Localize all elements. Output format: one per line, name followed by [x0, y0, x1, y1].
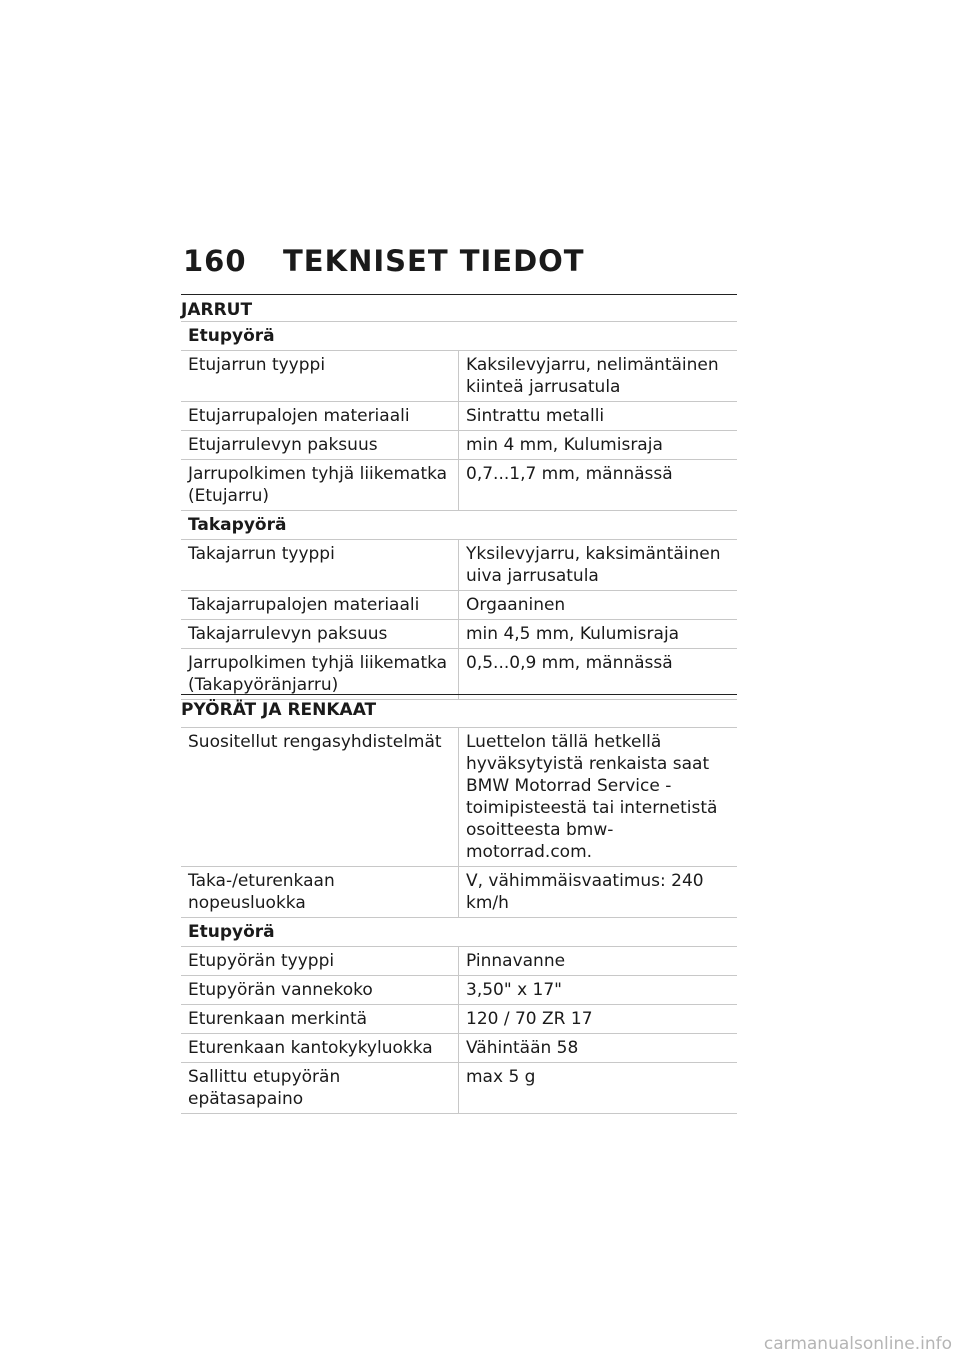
section-brakes [181, 294, 737, 700]
page-number: 160 [183, 244, 247, 278]
spec-value: Kaksilevyjarru, nelimäntäinen kiinteä jarrusatula [459, 351, 738, 402]
spec-value: 3,50" x 17" [459, 976, 738, 1005]
table-row [181, 867, 737, 918]
spec-label: Etujarrun tyyppi [181, 351, 459, 402]
table-row [181, 351, 737, 402]
spec-value: Luettelon tällä hetkellä hyväksytyistä renkaista saat BMW Motorrad Service -toimipisteestä tai internetistä osoitteesta bmw-motorrad.com. [459, 728, 738, 867]
spec-value: min 4 mm, Kulumisraja [459, 431, 738, 460]
spec-label: Etujarrupalojen materiaali [181, 402, 459, 431]
section-title: JARRUT [181, 294, 737, 322]
table-row [181, 947, 737, 976]
spec-value: Orgaaninen [459, 591, 738, 620]
spec-label: Takajarrun tyyppi [181, 540, 459, 591]
spec-label: Etupyörän vannekoko [181, 976, 459, 1005]
spec-label: Eturenkaan merkintä [181, 1005, 459, 1034]
spec-label: Suositellut rengasyhdistelmät [181, 728, 459, 867]
table-row [181, 460, 737, 511]
subheading: Takapyörä [181, 511, 737, 540]
watermark: carmanualsonline.info [763, 1334, 952, 1354]
subheading: Etupyörä [181, 918, 737, 947]
spec-label: Taka-/eturenkaan nopeusluokka [181, 867, 459, 918]
table-row [181, 591, 737, 620]
table-row [181, 1063, 737, 1114]
spec-label: Sallittu etupyörän epätasapaino [181, 1063, 459, 1114]
table-row [181, 728, 737, 867]
spec-value: Sintrattu metalli [459, 402, 738, 431]
spec-value: 0,5...0,9 mm, männässä [459, 649, 738, 700]
table-row [181, 402, 737, 431]
spec-label: Etupyörän tyyppi [181, 947, 459, 976]
table-row [181, 976, 737, 1005]
spec-label: Etujarrulevyn paksuus [181, 431, 459, 460]
table-row [181, 431, 737, 460]
spec-label: Jarrupolkimen tyhjä liikematka (Etujarru) [181, 460, 459, 511]
table-row-subheading [181, 918, 737, 947]
table-row [181, 1005, 737, 1034]
subheading: Etupyörä [181, 322, 737, 351]
page-title: TEKNISET TIEDOT [283, 244, 585, 278]
section-wheels-tyres [181, 694, 737, 1114]
table-row [181, 1034, 737, 1063]
spec-label: Jarrupolkimen tyhjä liikematka (Takapyöränjarru) [181, 649, 459, 700]
page-header [183, 244, 585, 280]
table-row [181, 649, 737, 700]
table-row-subheading [181, 511, 737, 540]
spec-table [181, 322, 737, 700]
spec-value: 120 / 70 ZR 17 [459, 1005, 738, 1034]
spec-value: 0,7...1,7 mm, männässä [459, 460, 738, 511]
table-row [181, 540, 737, 591]
spec-label: Takajarrulevyn paksuus [181, 620, 459, 649]
spec-value: min 4,5 mm, Kulumisraja [459, 620, 738, 649]
spec-value: V, vähimmäisvaatimus: 240 km/h [459, 867, 738, 918]
spec-value: max 5 g [459, 1063, 738, 1114]
table-row-subheading [181, 322, 737, 351]
spec-value: Yksilevyjarru, kaksimäntäinen uiva jarrusatula [459, 540, 738, 591]
section-title: PYÖRÄT JA RENKAAT [181, 694, 737, 728]
table-row [181, 620, 737, 649]
spec-label: Eturenkaan kantokykyluokka [181, 1034, 459, 1063]
spec-table [181, 728, 737, 1114]
spec-value: Vähintään 58 [459, 1034, 738, 1063]
spec-label: Takajarrupalojen materiaali [181, 591, 459, 620]
spec-value: Pinnavanne [459, 947, 738, 976]
